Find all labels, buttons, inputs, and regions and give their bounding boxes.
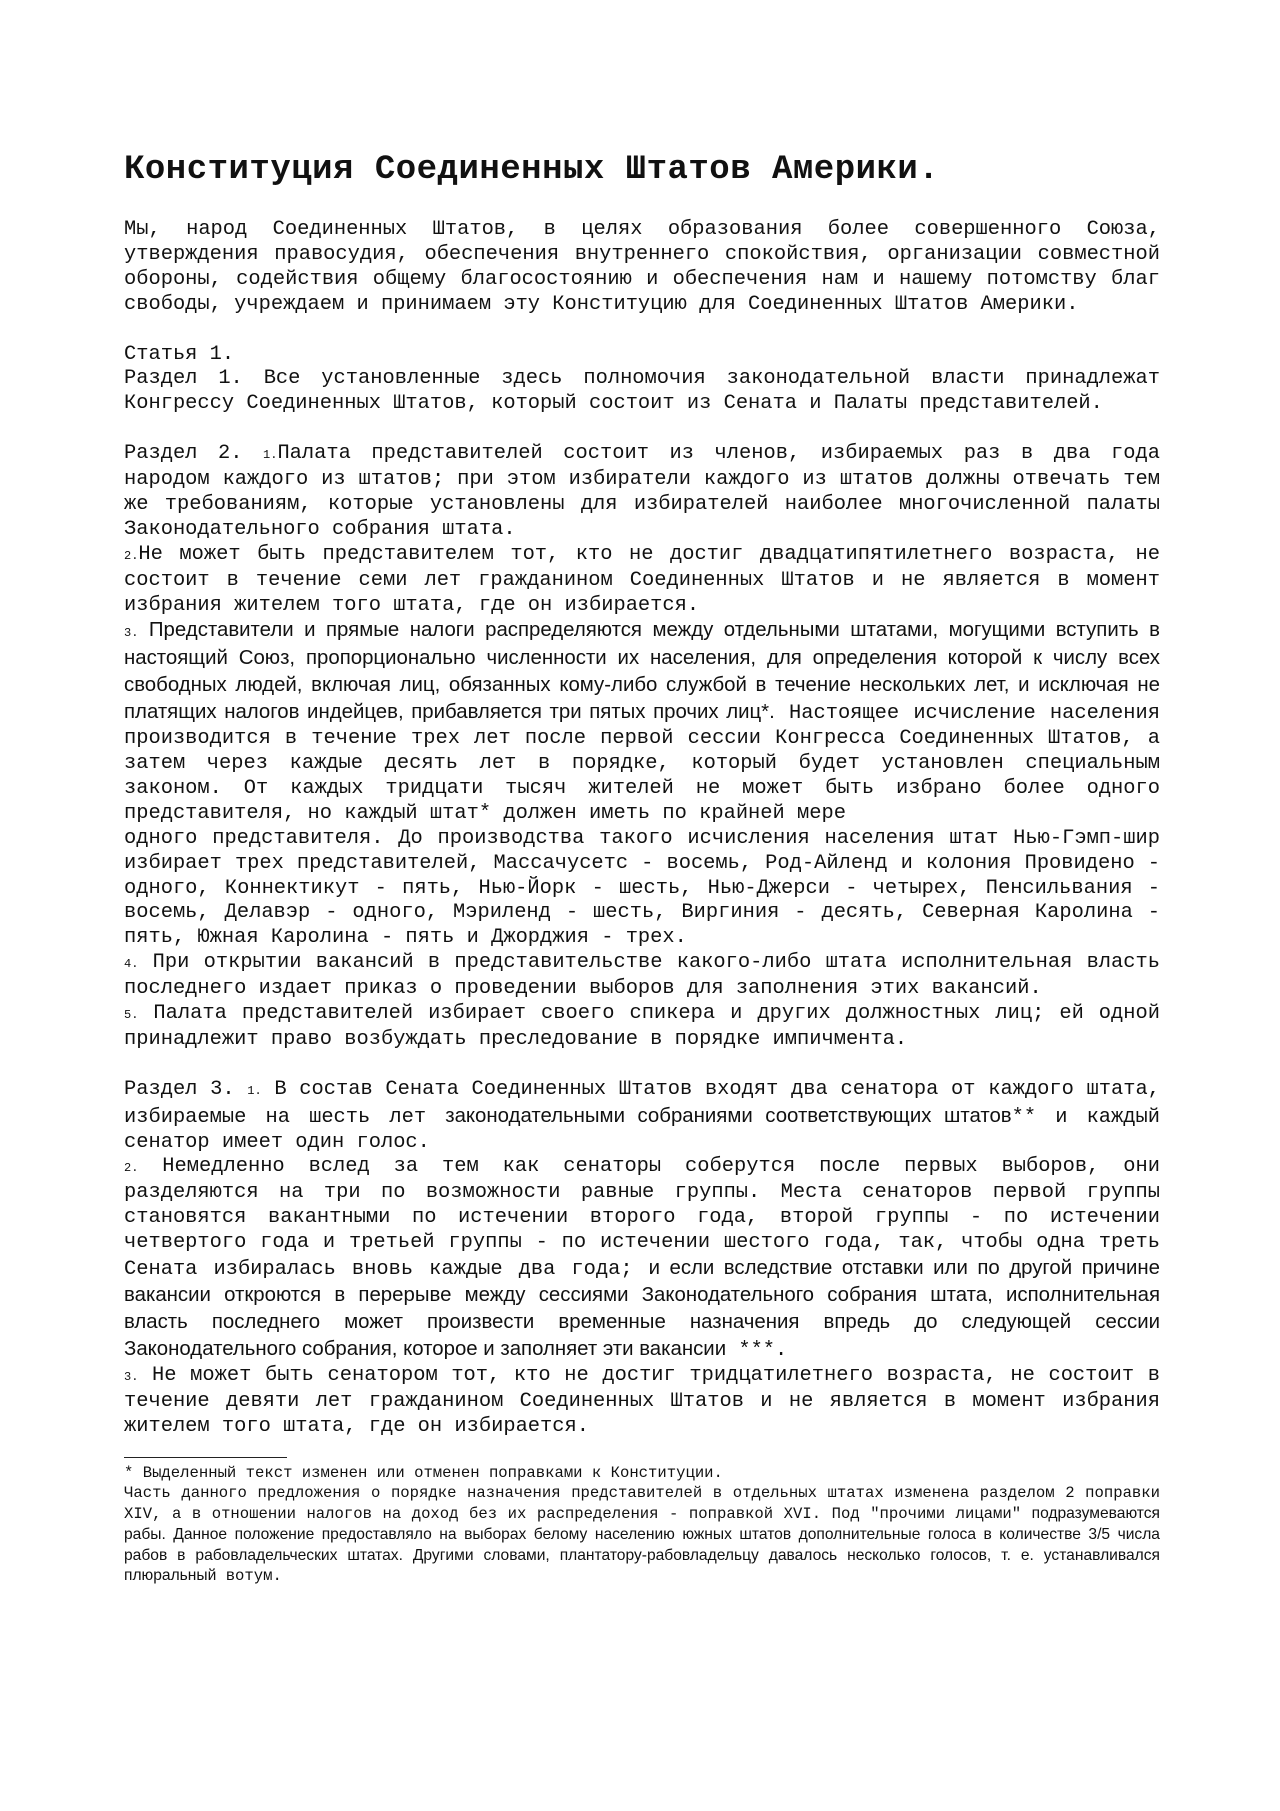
clause-text: Палата представителей избирает своего спикера и других должностных лиц; ей одной принадлежит право возбуждать преследование в порядке импичмента. — [124, 1002, 1160, 1051]
clause-text: Немедленно вслед за тем как сенаторы соберутся после первых выборов, они разделяются на три по возможности равные группы. Места сенаторов первой группы становятся вакантными по истечении второго года, второй группы - по истечении четвертого года и третьей группы - по истечении шестого года, так, чтобы одна треть Сената избиралась вновь каждые два года; — [124, 1155, 1160, 1282]
clause-text: Не может быть сенатором тот, кто не достиг тридцатилетнего возраста, не состоит в течение девяти лет гражданином Соединенных Штатов и не является в момент избрания жителем того штата, где он избирается. — [124, 1363, 1160, 1438]
page-title: Конституция Соединенных Штатов Америки. — [124, 151, 940, 189]
clause-number: 3. — [124, 626, 139, 641]
article-heading: Статья 1. — [124, 342, 235, 366]
preamble: Мы, народ Соединенных Штатов, в целях образования более совершенного Союза, утверждения правосудия, обеспечения внутреннего спокойствия, организации совместной обороны, содействия общему благосостоянию и обеспечения нам и нашему потомству благ свободы, учреждаем и принимаем эту Конституцию для Соединенных Штатов Америки. — [124, 218, 1160, 316]
section-3-clause-2 — [124, 1155, 1160, 1363]
spacer — [124, 1053, 1160, 1078]
section-2-clause-3 — [124, 618, 1160, 826]
spacer — [124, 318, 1160, 343]
clause-text: Не может быть представителем тот, кто не достиг двадцатипятилетнего возраста, не состоит в течение семи лет гражданином Соединенных Штатов и не является в момент избрания жителем того штата, где он избирается. — [124, 542, 1160, 617]
clause-text: При открытии вакансий в представительстве какого-либо штата исполнительная власть последнего издает приказ о проведении выборов для заполнения этих вакансий. — [124, 951, 1160, 1001]
clause-text-highlighted: Представители и прямые налоги распределяются между отдельными штатами, могущими вступить в настоящий Союз, пропорционально численности их населения, для определения которой к числу всех свободных людей, включая лиц, обязанных кому-либо службой в течение нескольких лет, и исключая не платящих налогов индейцев, прибавляется три пятых прочих лиц*. — [124, 619, 1160, 724]
clause-number: 1. — [263, 448, 278, 463]
footnote-1: * Выделенный текст изменен или отменен поправками к Конституции. — [124, 1464, 723, 1483]
clause-text-highlighted: и если вследствие отставки или по другой причине вакансии откроются в перерыве между сессиями Законодательного собрания штата, исполнительная власть последнего может произвести временные назначения впредь до следующей сессии Законодательного собрания, которое и заполняет эти вакансии — [124, 1257, 1160, 1360]
clause-number: 1. — [247, 1083, 262, 1098]
clause-text-highlighted: законодательными собраниями соответствующих штатов — [445, 1104, 1012, 1127]
section-1: Раздел 1. Все установленные здесь полномочия законодательной власти принадлежат Конгрессу Соединенных Штатов, который состоит из Сената и Палаты представителей. — [124, 367, 1160, 416]
clause-number: 5. — [124, 1008, 139, 1023]
clause-text: Настоящее исчисление населения производится в течение трех лет после первой сессии Конгресса Соединенных Штатов, а затем через каждые десять лет в порядке, который будет установлен специальным законом. От каждых тридцати тысяч жителей не может быть избрано более одного представителя, но каждый штат* должен иметь по крайней мере — [124, 702, 1161, 825]
section-3-clause-1 — [124, 1078, 1160, 1156]
footnote-divider — [124, 1457, 287, 1458]
clause-number: 4. — [124, 957, 139, 972]
section-2-label: Раздел 2. — [124, 442, 264, 466]
footnote-text-highlighted: подразумеваются рабы. Данное положение предоставляло на выборах белому населению южных штатов дополнительные голоса в количестве 3/5 числа рабов в рабовладельческих штатах. Другими словами, плантатору-рабовладельцу давалось несколько голосов, т. е. устанавливался плюральный — [124, 1505, 1160, 1585]
footnote-2 — [124, 1484, 1160, 1587]
clause-text: В состав Сената Соединенных Штатов входят два сенатора от каждого штата, избираемые на шесть лет — [124, 1077, 1160, 1129]
section-2-clause-2 — [124, 543, 1160, 619]
clause-text: Палата представителей состоит из членов, избираемых раз в два года народом каждого из штатов; при этом избиратели каждого из штатов должны отвечать тем же требованиям, которые установлены для избирателей наиболее многочисленной палаты Законодательного собрания штата. — [124, 442, 1160, 541]
clause-text: ***. — [726, 1338, 788, 1362]
section-3-label: Раздел 3. — [124, 1077, 248, 1101]
section-2-clause-5 — [124, 1002, 1160, 1053]
section-3-clause-3 — [124, 1364, 1160, 1440]
clause-number: 3. — [124, 1369, 139, 1384]
footnote-text: Часть данного предложения о порядке назначения представителей в отдельных штатах изменена разделом 2 поправки XIV, а в отношении налогов на доход без их распределения - поправкой XVI. Под "прочими лицами" — [124, 1484, 1160, 1524]
clause-text: ** и каждый сенатор имеет один голос. — [124, 1105, 1160, 1154]
spacer — [124, 417, 1160, 442]
section-2-clause-3-cont: одного представителя. До производства такого исчисления населения штат Нью-Гэмп-шир избирает трех представителей, Массачусетс - восемь, Род-Айленд и колония Провидено - одного, Коннектикут - пять, Нью-Йорк - шесть, Нью-Джерси - четырех, Пенсильвания - восемь, Делавэр - одного, Мэриленд - шесть, Виргиния - десять, Северная Каролина - пять, Южная Каролина - пять и Джорджия - трех. — [124, 826, 1160, 950]
clause-number: 2. — [124, 548, 139, 563]
clause-number: 2. — [124, 1161, 139, 1176]
footnote-text: вотум. — [216, 1567, 282, 1586]
document-page — [124, 150, 1160, 1587]
section-2-clause-4 — [124, 951, 1160, 1002]
section-2-clause-1 — [124, 442, 1160, 543]
